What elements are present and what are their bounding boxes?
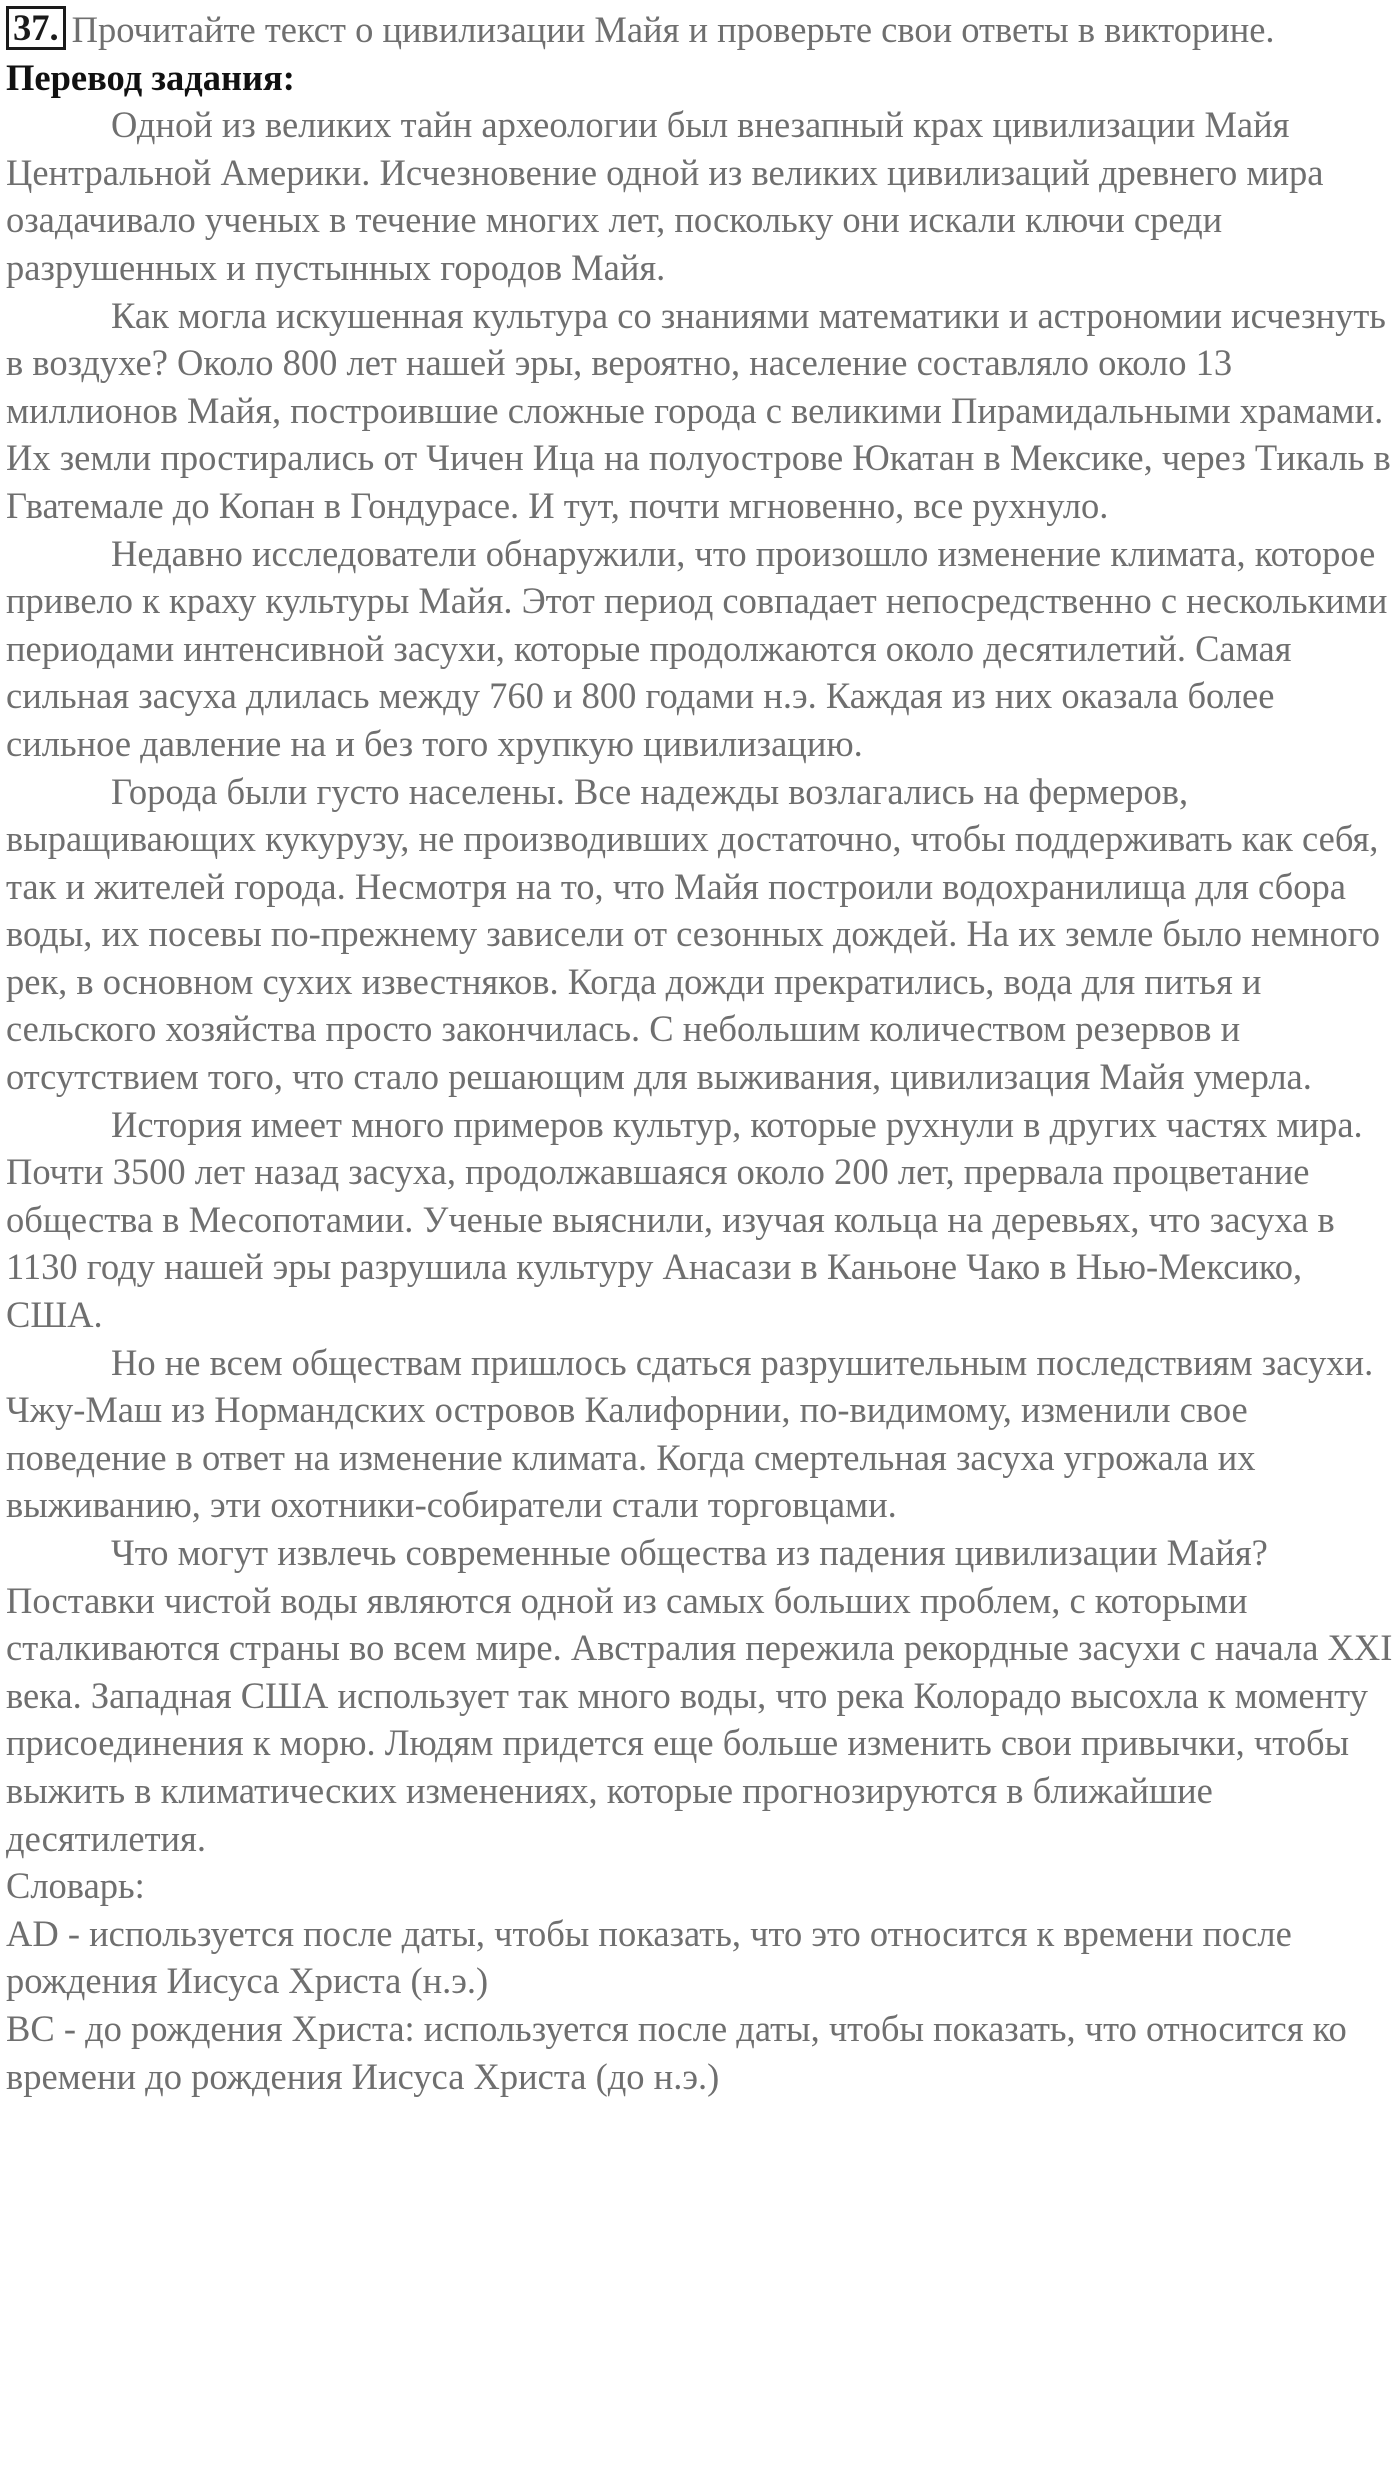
task-instruction: Прочитайте текст о цивилизации Майя и проверьте свои ответы в викторине. <box>71 9 1275 50</box>
paragraph-2: Как могла искушенная культура со знаниями математики и астрономии исчезнуть в воздухе? Около 800 лет нашей эры, вероятно, население составляло около 13 миллионов Майя, построившие сложные города с великими Пирамидальными храмами. Их земли простирались от Чичен Ица на полуострове Юкатан в Мексике, через Тикаль в Гватемале до Копан в Гондурасе. И тут, почти мгновенно, все рухнуло. <box>6 294 1391 526</box>
paragraph-6: Но не всем обществам пришлось сдаться разрушительным последствиям засухи. Чжу-Маш из Нормандских островов Калифорнии, по-видимому, изменили свое поведение в ответ на изменение климата. Когда смертельная засуха угрожала их выживанию, эти охотники-собиратели стали торговцами. <box>6 1341 1374 1526</box>
glossary-entry-bc: BC - до рождения Христа: используется после даты, чтобы показать, что относится ко времени до рождения Иисуса Христа (до н.э.) <box>6 2007 1347 2097</box>
glossary-title: Словарь: <box>6 1865 145 1907</box>
paragraph-1: Одной из великих тайн археологии был внезапный крах цивилизации Майя Центральной Америки. Исчезновение одной из великих цивилизаций древнего мира озадачивало ученых в течение многих лет, поскольку они искали ключи среди разрушенных и пустынных городов Майя. <box>6 104 1324 288</box>
document-page <box>6 0 1396 2100</box>
glossary-entry-ad: AD - используется после даты, чтобы показать, что это относится к времени после рождения Иисуса Христа (н.э.) <box>6 1912 1292 2002</box>
paragraph-4: Города были густо населены. Все надежды возлагались на фермеров, выращивающих кукурузу, не производивших достаточно, чтобы поддерживать как себя, так и жителей города. Несмотря на то, что Майя построили водохранилища для сбора воды, их посевы по-прежнему зависели от сезонных дождей. На их земле было немного рек, в основном сухих известняков. Когда дожди прекратились, вода для питья и сельского хозяйства просто закончилась. С небольшим количеством резервов и отсутствием того, что стало решающим для выживания, цивилизация Майя умерла. <box>6 770 1381 1098</box>
task-number-badge: 37. <box>6 6 66 50</box>
paragraph-3: Недавно исследователи обнаружили, что произошло изменение климата, которое привело к краху культуры Майя. Этот период совпадает непосредственно с несколькими периодами интенсивной засухи, которые продолжаются около десятилетий. Самая сильная засуха длилась между 760 и 800 годами н.э. Каждая из них оказала более сильное давление на и без того хрупкую цивилизацию. <box>6 532 1388 764</box>
translation-heading: Перевод задания: <box>6 56 295 98</box>
paragraph-7: Что могут извлечь современные общества из падения цивилизации Майя? Поставки чистой воды являются одной из самых больших проблем, с которыми сталкиваются страны во всем мире. Австралия пережила рекордные засухи с начала XXI века. Западная США использует так много воды, что река Колорадо высохла к моменту присоединения к морю. Людям придется еще больше изменить свои привычки, чтобы выжить в климатических изменениях, которые прогнозируются в ближайшие десятилетия. <box>6 1532 1393 1859</box>
paragraph-5: История имеет много примеров культур, которые рухнули в других частях мира. Почти 3500 лет назад засуха, продолжавшаяся около 200 лет, прервала процветание общества в Месопотамии. Ученые выяснили, изучая кольца на деревьях, что засуха в 1130 году нашей эры разрушила культуру Анасази в Каньоне Чако в Нью-Мексико, США. <box>6 1103 1363 1336</box>
task-header <box>6 0 1396 54</box>
